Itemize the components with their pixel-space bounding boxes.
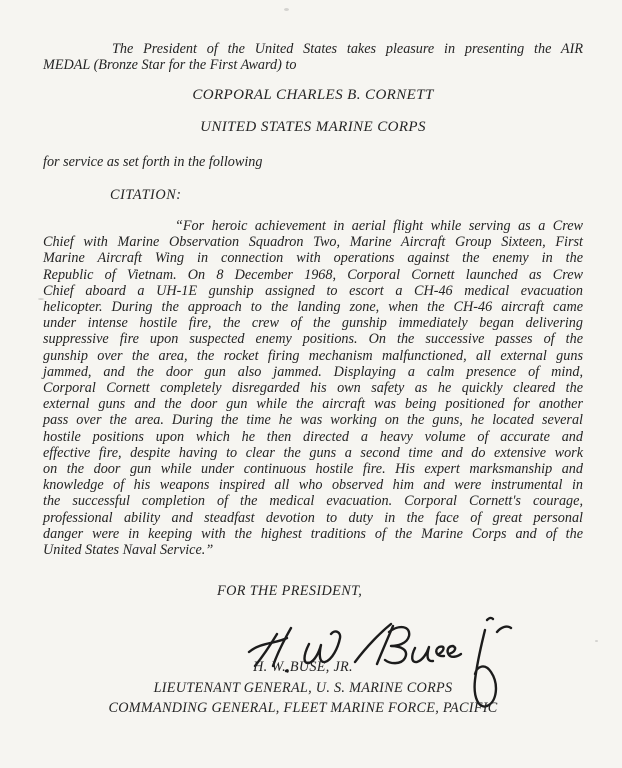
- intro-line: The President of the United States takes pleasure in presenting the AIR: [112, 41, 583, 57]
- signature-block: [43, 657, 563, 719]
- citation-line: suppressive fire upon suspected enemy positions. On the successive passes of the: [43, 331, 583, 348]
- service-line: for service as set forth in the following: [43, 154, 263, 170]
- citation-line: Marine Aircraft Wing in connection with operations against the enemy in the: [43, 250, 583, 267]
- citation-line: knowledge of his weapons inspired all who observed him and were instrumental in: [43, 477, 583, 494]
- paper-speck: [595, 640, 598, 642]
- signatory-rank: LIEUTENANT GENERAL, U. S. MARINE CORPS: [153, 679, 453, 696]
- citation-line: “For heroic achievement in aerial flight while serving as a Crew: [175, 218, 583, 234]
- citation-line: under intense hostile fire, the crew of the gunship immediately began delivering: [43, 315, 583, 332]
- citation-line: helicopter. During the approach to the landing zone, when the CH-46 aircraft came: [43, 299, 583, 316]
- citation-line: Chief aboard a UH-1E gunship assigned to escort a CH-46 medical evacuation: [43, 282, 583, 299]
- signatory-name: H. W. BUSE, JR.: [253, 659, 353, 675]
- presentation-intro: [43, 41, 583, 73]
- citation-line: danger were in keeping with the highest traditions of the Marine Corps and of the: [43, 525, 583, 542]
- citation-line: United States Naval Service.”: [43, 542, 214, 559]
- citation-line: on the door gun while under continuous hostile fire. His expert marksmanship and: [43, 461, 583, 478]
- citation-line: Chief with Marine Observation Squadron Two, Marine Aircraft Group Sixteen, First: [43, 234, 583, 251]
- citation-line: professional ability and steadfast devotion to duty in the face of great personal: [43, 509, 583, 526]
- citation-line: the successful completion of the medical evacuation. Corporal Cornett's courage,: [43, 493, 583, 510]
- citation-line: effective fire, despite having to clear the guns a second time and do extensive work: [43, 444, 583, 461]
- citation-line: jammed, and the door gun also jammed. Displaying a calm presence of mind,: [43, 363, 583, 380]
- closing-line: FOR THE PRESIDENT,: [217, 583, 363, 599]
- citation-label: CITATION:: [110, 187, 182, 203]
- citation-line: gunship over the area, the rocket firing mechanism malfunctioned, all external guns: [43, 347, 583, 364]
- signatory-command: COMMANDING GENERAL, FLEET MARINE FORCE, PACIFIC: [108, 700, 498, 716]
- citation-line: hostile positions upon which he then directed a heavy volume of accurate and: [43, 428, 583, 445]
- citation-body: [43, 218, 583, 558]
- citation-line: Corporal Cornett completely disregarded his own safety as he quickly cleared the: [43, 380, 583, 397]
- service-branch: UNITED STATES MARINE CORPS: [200, 119, 426, 135]
- intro-line: MEDAL (Bronze Star for the First Award) to: [43, 57, 297, 74]
- citation-line: external guns and the door gun while the aircraft was being positioned for another: [43, 396, 583, 413]
- citation-line: pass over the area. During the time he was working on the guns, he located several: [43, 412, 583, 429]
- recipient-name: CORPORAL CHARLES B. CORNETT: [192, 87, 434, 103]
- citation-line: Republic of Vietnam. On 8 December 1968, Corporal Cornett launched as Crew: [43, 266, 583, 283]
- paper-speck: [284, 8, 289, 11]
